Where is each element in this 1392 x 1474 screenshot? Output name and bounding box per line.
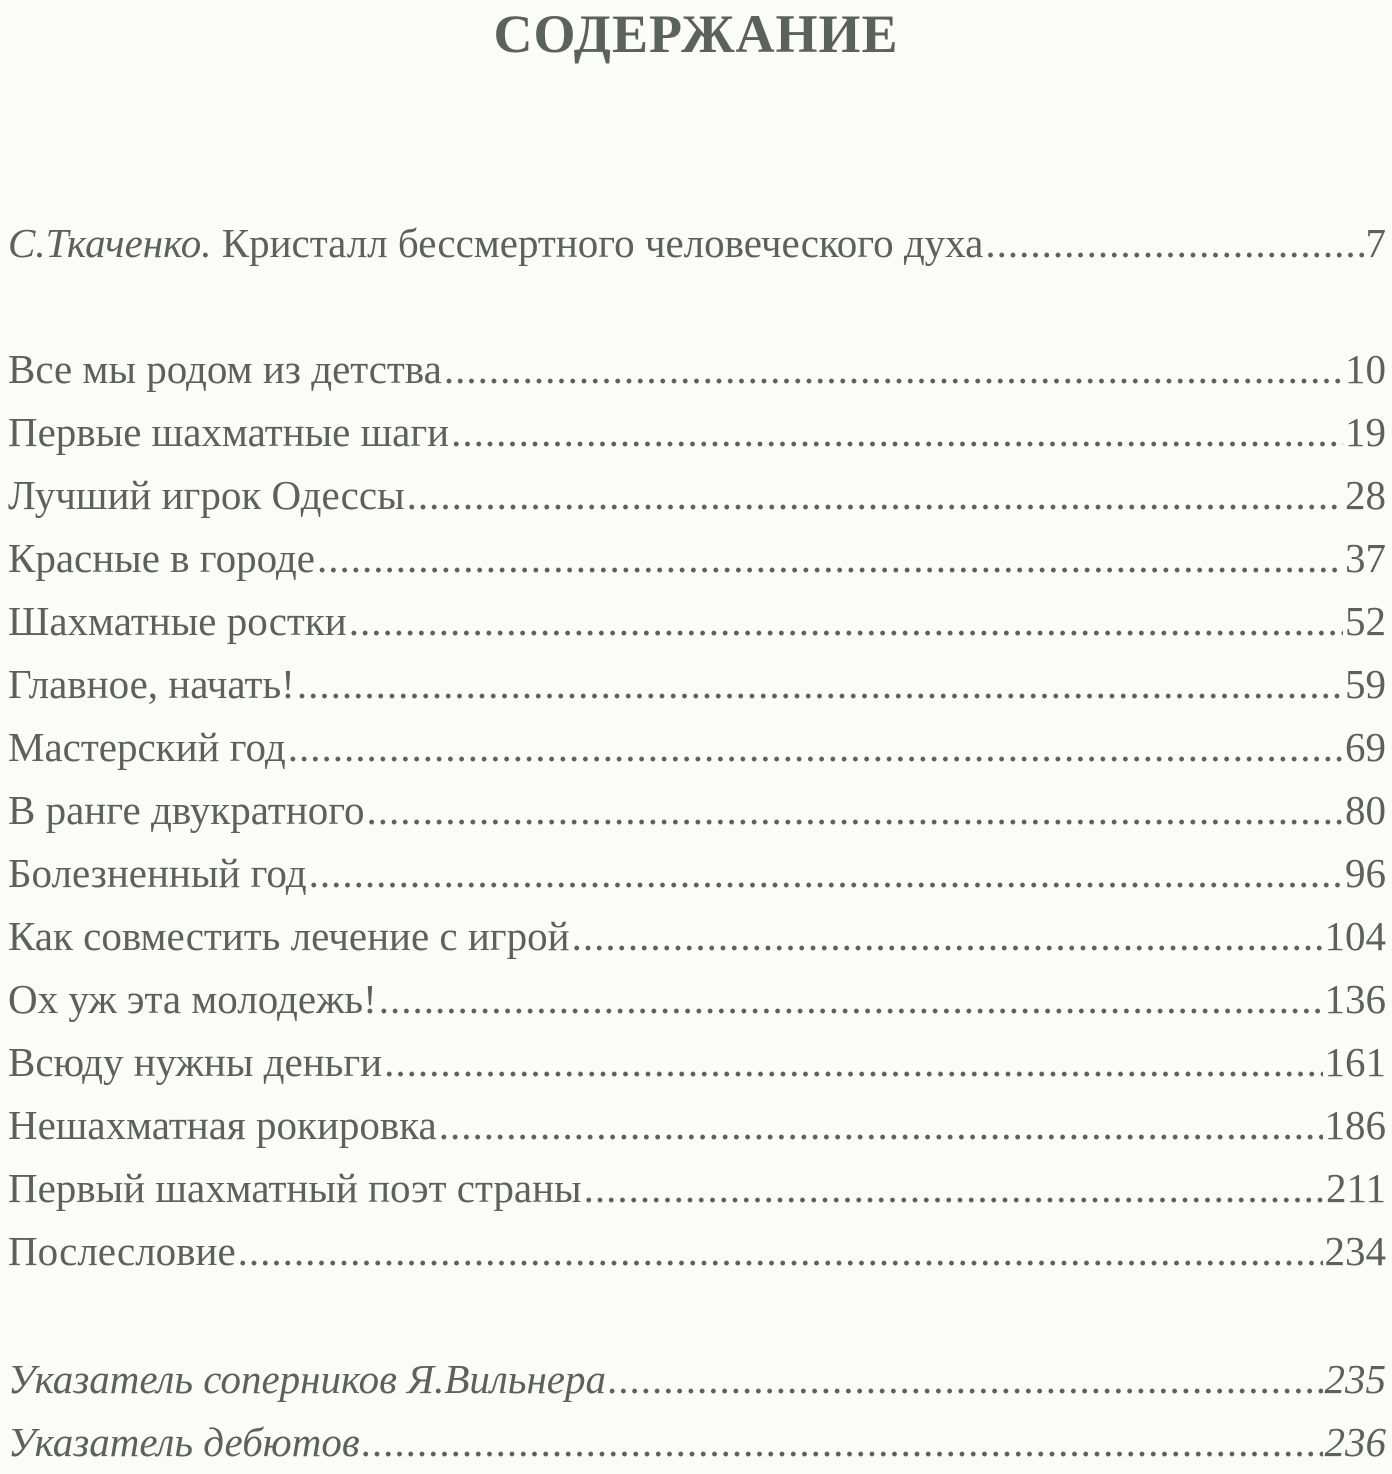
toc-entry-label: Мастерский год: [8, 724, 286, 770]
toc-entry-page-number: 7: [1365, 220, 1386, 266]
dot-leader: [608, 1348, 1323, 1411]
toc-entry-label: Красные в городе: [8, 535, 315, 581]
indexes-section: [8, 1348, 1386, 1474]
toc-entry-label: Первые шахматные шаги: [8, 409, 450, 455]
toc-entry-label: Указатель соперников Я.Вильнера: [8, 1356, 606, 1402]
toc-entry-page-number: 96: [1345, 850, 1386, 896]
dot-leader: [309, 842, 1343, 905]
toc-entry-page-number: 52: [1345, 598, 1386, 644]
toc-entry-chapter: [8, 338, 1386, 401]
dot-leader: [572, 905, 1323, 968]
toc-entry-page-number: 186: [1324, 1102, 1386, 1148]
dot-leader: [444, 338, 1343, 401]
toc-entry-page-number: 211: [1326, 1165, 1386, 1211]
toc-entry-chapter: [8, 401, 1386, 464]
dot-leader: [407, 464, 1343, 527]
chapters-section: [8, 338, 1386, 1283]
dot-leader: [297, 653, 1343, 716]
intro-section: [8, 212, 1386, 275]
toc-entry-page-number: 28: [1345, 472, 1386, 518]
dot-leader: [451, 401, 1343, 464]
dot-leader: [349, 590, 1343, 653]
dot-leader: [439, 1094, 1323, 1157]
dot-leader: [238, 1220, 1323, 1283]
dot-leader: [362, 1411, 1323, 1474]
toc-entry-label: Послесловие: [8, 1228, 236, 1274]
toc-entry-chapter: [8, 779, 1386, 842]
toc-entry-chapter: [8, 905, 1386, 968]
dot-leader: [584, 1157, 1324, 1220]
toc-entry-page-number: 236: [1324, 1419, 1386, 1465]
toc-entry-chapter: [8, 716, 1386, 779]
toc-entry-index: [8, 1411, 1386, 1474]
toc-entry-page-number: 80: [1345, 787, 1386, 833]
toc-entry-chapter: [8, 1220, 1386, 1283]
toc-entry-label: Болезненный год: [8, 850, 307, 896]
toc-entry-page-number: 104: [1324, 913, 1386, 959]
toc-entry-intro: [8, 212, 1386, 275]
toc-entry-label: Всюду нужны деньги: [8, 1039, 383, 1085]
toc-entry-label: В ранге двукратного: [8, 787, 365, 833]
toc-entry-label: [8, 212, 983, 275]
dot-leader: [384, 1031, 1322, 1094]
dot-leader: [288, 716, 1343, 779]
toc-entry-chapter: [8, 1157, 1386, 1220]
page-title: СОДЕРЖАНИЕ: [493, 4, 899, 64]
toc-entry-chapter: [8, 1031, 1386, 1094]
toc-entry-page-number: 136: [1324, 976, 1386, 1022]
toc-entry-chapter: [8, 968, 1386, 1031]
toc-entry-page-number: 234: [1324, 1228, 1386, 1274]
toc-entry-page-number: 10: [1345, 346, 1386, 392]
toc-entry-label: Нешахматная рокировка: [8, 1102, 437, 1148]
toc-entry-label: Как совместить лечение с игрой: [8, 913, 570, 959]
toc-entry-index: [8, 1348, 1386, 1411]
toc-entry-page-number: 161: [1324, 1039, 1386, 1085]
dot-leader: [367, 779, 1344, 842]
toc-entry-label: Указатель дебютов: [8, 1419, 360, 1465]
dot-leader: [985, 212, 1363, 275]
toc-entry-label: Все мы родом из детства: [8, 346, 442, 392]
dot-leader: [379, 968, 1323, 1031]
toc-entry-label: Ох уж эта молодежь!: [8, 976, 377, 1022]
toc-entry-chapter: [8, 842, 1386, 905]
toc-entry-chapter: [8, 653, 1386, 716]
toc-entry-chapter: [8, 464, 1386, 527]
toc-entry-chapter: [8, 590, 1386, 653]
dot-leader: [317, 527, 1343, 590]
toc-entry-label: Шахматные ростки: [8, 598, 347, 644]
toc-entry-label: Главное, начать!: [8, 661, 295, 707]
toc-entry-chapter: [8, 527, 1386, 590]
toc-entry-label: Лучший игрок Одессы: [8, 472, 405, 518]
toc-entry-author: С.Ткаченко.: [8, 220, 212, 266]
toc-entry-page-number: 235: [1324, 1356, 1386, 1402]
toc-entry-label: Первый шахматный поэт страны: [8, 1165, 582, 1211]
toc-entry-page-number: 37: [1345, 535, 1386, 581]
toc-entry-page-number: 19: [1345, 409, 1386, 455]
toc-entry-title: Кристалл бессмертного человеческого духа: [221, 220, 984, 266]
toc-entry-chapter: [8, 1094, 1386, 1157]
toc-entry-page-number: 59: [1345, 661, 1386, 707]
toc-entry-page-number: 69: [1345, 724, 1386, 770]
